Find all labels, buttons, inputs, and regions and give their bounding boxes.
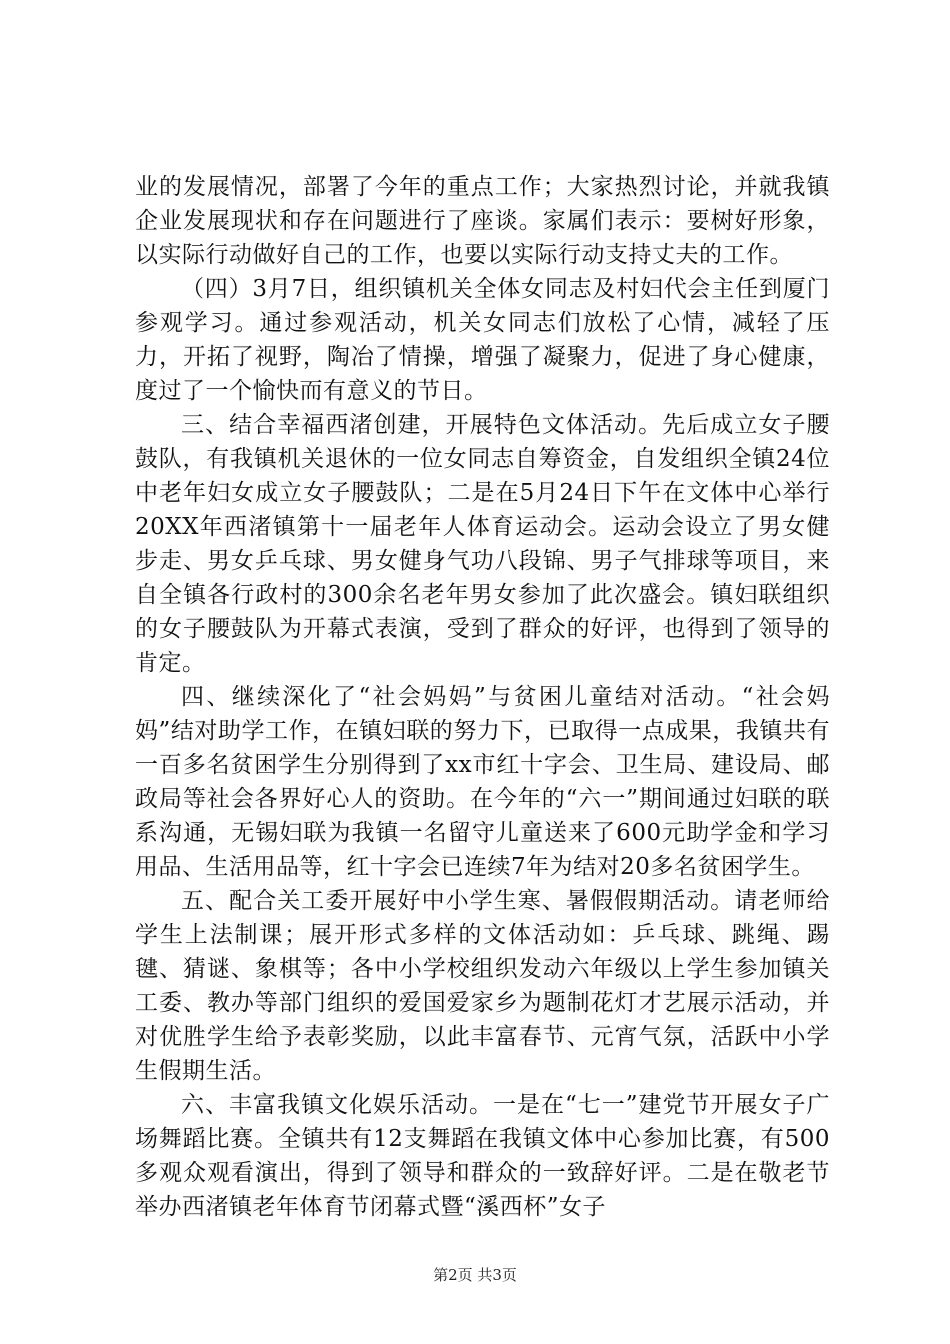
page-footer [0, 1264, 950, 1285]
paragraph: 六、丰富我镇文化娱乐活动。一是在“七一”建党节开展女子广场舞蹈比赛。全镇共有12支舞蹈在我镇文体中心参加比赛，有500多观众观看演出，得到了领导和群众的一致辞好评。二是在敬老节举办西渚镇老年体育节闭幕式暨“溪西杯”女子 [135, 1092, 830, 1220]
paragraph: 三、结合幸福西渚创建，开展特色文体活动。先后成立女子腰鼓队，有我镇机关退休的一位女同志自筹资金，自发组织全镇24位中老年妇女成立女子腰鼓队；二是在5月24日下午在文体中心举行20XX年西渚镇第十一届老年人体育运动会。运动会设立了男女健步走、男女乒乓球、男女健身气功八段锦、男子气排球等项目，来自全镇各行政村的300余名老年男女参加了此次盛会。镇妇联组织的女子腰鼓队为开幕式表演，受到了群众的好评，也得到了领导的肯定。 [135, 412, 830, 676]
paragraph: 业的发展情况，部署了今年的重点工作；大家热烈讨论，并就我镇企业发展现状和存在问题进行了座谈。家属们表示：要树好形象，以实际行动做好自己的工作，也要以实际行动支持丈夫的工作。 [135, 174, 830, 268]
page-number: 第2页 共3页 [433, 1266, 517, 1284]
document-body [135, 170, 830, 1224]
paragraph: （四）3月7日，组织镇机关全体女同志及村妇代会主任到厦门参观学习。通过参观活动，机关女同志们放松了心情，减轻了压力，开拓了视野，陶冶了情操，增强了凝聚力，促进了身心健康，度过了一个愉快而有意义的节日。 [135, 276, 830, 404]
paragraph: 五、配合关工委开展好中小学生寒、暑假假期活动。请老师给学生上法制课；展开形式多样的文体活动如：乒乓球、跳绳、踢毽、猜谜、象棋等；各中小学校组织发动六年级以上学生参加镇关工委、教办等部门组织的爱国爱家乡为题制花灯才艺展示活动，并对优胜学生给予表彰奖励，以此丰富春节、元宵气氛，活跃中小学生假期生活。 [135, 888, 830, 1084]
paragraph: 四、继续深化了“社会妈妈”与贫困儿童结对活动。“社会妈妈”结对助学工作，在镇妇联的努力下，已取得一点成果，我镇共有一百多名贫困学生分别得到了xx市红十字会、卫生局、建设局、邮政局等社会各界好心人的资助。在今年的“六一”期间通过妇联的联系沟通，无锡妇联为我镇一名留守儿童送来了600元助学金和学习用品、生活用品等，红十字会已连续7年为结对20多名贫困学生。 [135, 684, 830, 880]
